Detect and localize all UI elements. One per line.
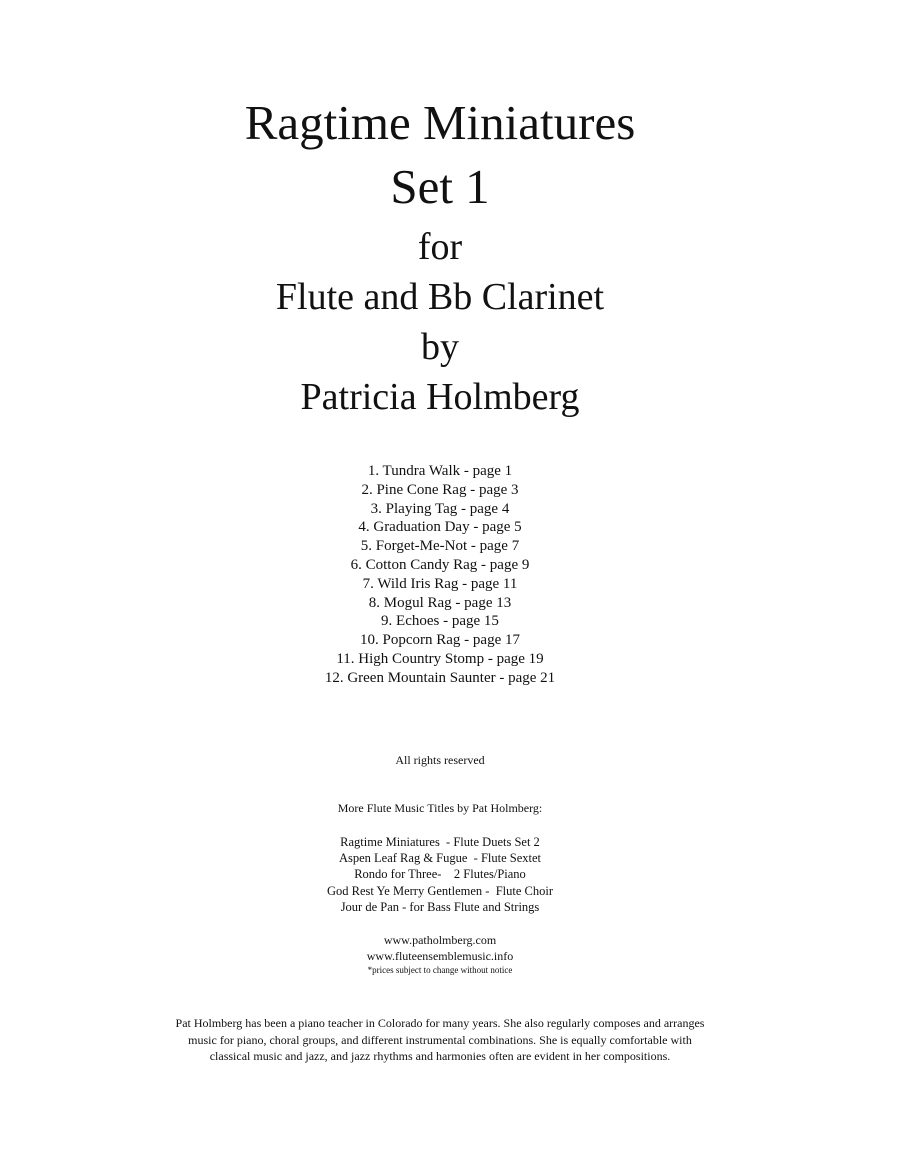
more-title-item: God Rest Ye Merry Gentlemen - Flute Choir — [326, 883, 554, 898]
contents-item: 5. Forget-Me-Not - page 7 — [360, 538, 520, 555]
contents-list — [0, 462, 880, 688]
more-title-item: Aspen Leaf Rag & Fugue - Flute Sextet — [338, 851, 542, 866]
title-instrumentation: Flute and Bb Clarinet — [275, 276, 605, 318]
rights-notice: All rights reserved — [395, 753, 485, 767]
website-link-secondary[interactable]: www.fluteensemblemusic.info — [366, 949, 514, 963]
title-set: Set 1 — [390, 159, 490, 214]
contents-item: 10. Popcorn Rag - page 17 — [360, 632, 520, 649]
contents-item: 7. Wild Iris Rag - page 11 — [362, 575, 518, 592]
contents-item: 3. Playing Tag - page 4 — [370, 500, 510, 517]
more-title-item: Jour de Pan - for Bass Flute and Strings — [340, 899, 540, 914]
contents-item: 8. Mogul Rag - page 13 — [368, 594, 512, 611]
title-by: by — [421, 326, 459, 368]
more-titles-heading: More Flute Music Titles by Pat Holmberg: — [337, 801, 543, 815]
contents-item: 1. Tundra Walk - page 1 — [367, 463, 513, 479]
contents-item: 4. Graduation Day - page 5 — [358, 519, 522, 536]
more-titles-list — [0, 834, 880, 915]
composer-bio: Pat Holmberg has been a piano teacher in Colorado for many years. She also regularly composes and arranges music for piano, choral groups, and different instrumental combinations. She is equally comfortable with classical music and jazz, and jazz rhythms and harmonies often are evident in her compositions. — [175, 1016, 705, 1063]
title-main: Ragtime Miniatures — [244, 95, 636, 150]
title-composer: Patricia Holmberg — [300, 376, 580, 418]
more-title-item: Rondo for Three- 2 Flutes/Piano — [354, 867, 526, 882]
links-block — [0, 932, 880, 976]
website-link-primary[interactable]: www.patholmberg.com — [383, 933, 497, 947]
price-notice: *prices subject to change without notice — [367, 965, 513, 975]
title-for: for — [417, 226, 463, 268]
contents-item: 11. High Country Stomp - page 19 — [336, 650, 544, 667]
title-block — [0, 92, 880, 422]
more-title-item: Ragtime Miniatures - Flute Duets Set 2 — [340, 835, 540, 849]
contents-item: 9. Echoes - page 15 — [381, 613, 499, 630]
contents-item: 12. Green Mountain Saunter - page 21 — [324, 669, 556, 686]
contents-item: 6. Cotton Candy Rag - page 9 — [350, 556, 530, 573]
contents-item: 2. Pine Cone Rag - page 3 — [361, 481, 519, 498]
